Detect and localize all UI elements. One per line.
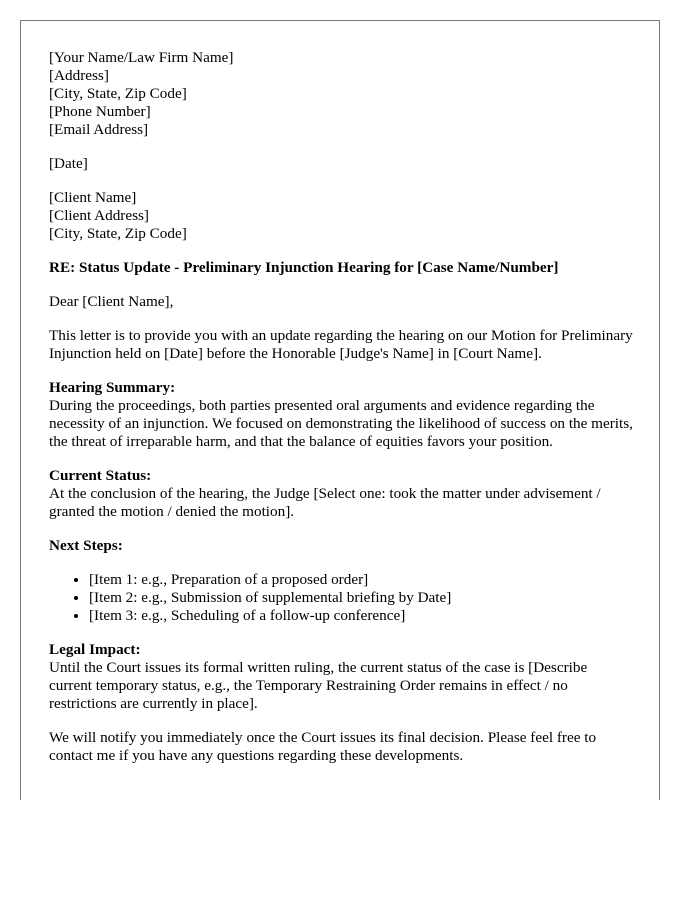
legal-impact-body: Until the Court issues its formal written ruling, the current status of the case is [Describe current temporary status, e.g., the Temporary Restraining Order remains in effect / no restrictions are currently in place]. (49, 659, 588, 712)
sender-name: [Your Name/Law Firm Name] (49, 49, 234, 66)
intro-block (49, 327, 633, 363)
sender-address: [Address] (49, 67, 109, 84)
letter-page (20, 20, 660, 800)
re-line: RE: Status Update - Preliminary Injunction Hearing for [Case Name/Number] (49, 259, 559, 276)
legal-impact-section (49, 641, 633, 713)
salutation: Dear [Client Name], (49, 293, 174, 310)
current-status-body: At the conclusion of the hearing, the Judge [Select one: took the matter under advisement / granted the motion / denied the motion]. (49, 485, 601, 520)
next-steps-heading: Next Steps: (49, 537, 123, 554)
next-steps-list (49, 571, 633, 625)
recipient-block (49, 189, 633, 243)
letter-content (49, 49, 633, 781)
hearing-summary-heading: Hearing Summary: (49, 379, 176, 396)
date-block (49, 155, 633, 173)
letter-date: [Date] (49, 155, 88, 172)
re-block (49, 259, 633, 277)
sender-email: [Email Address] (49, 121, 149, 138)
legal-impact-heading: Legal Impact: (49, 641, 141, 658)
sender-block (49, 49, 633, 139)
recipient-address: [Client Address] (49, 207, 149, 224)
list-item: • [Item 3: e.g., Scheduling of a follow-up conference] (89, 607, 633, 625)
closing-paragraph: We will notify you immediately once the Court issues its final decision. Please feel free to contact me if you have any questions regarding these developments. (49, 729, 597, 764)
recipient-name: [Client Name] (49, 189, 137, 206)
list-item: • [Item 1: e.g., Preparation of a proposed order] (89, 571, 633, 589)
salutation-block (49, 293, 633, 311)
list-item: • [Item 2: e.g., Submission of supplemental briefing by Date] (89, 589, 633, 607)
closing-block (49, 729, 633, 765)
current-status-section (49, 467, 633, 521)
next-steps-heading-block (49, 537, 633, 555)
sender-city-state-zip: [City, State, Zip Code] (49, 85, 187, 102)
hearing-summary-section (49, 379, 633, 451)
hearing-summary-body: During the proceedings, both parties presented oral arguments and evidence regarding the necessity of an injunction. We focused on demonstrating the likelihood of success on the merits, the threat of irreparable harm, and that the balance of equities favors your position. (49, 397, 633, 450)
sender-phone: [Phone Number] (49, 103, 151, 120)
recipient-city-state-zip: [City, State, Zip Code] (49, 225, 187, 242)
intro-paragraph: This letter is to provide you with an update regarding the hearing on our Motion for Preliminary Injunction held on [Date] before the Honorable [Judge's Name] in [Court Name]. (49, 327, 633, 362)
current-status-heading: Current Status: (49, 467, 152, 484)
